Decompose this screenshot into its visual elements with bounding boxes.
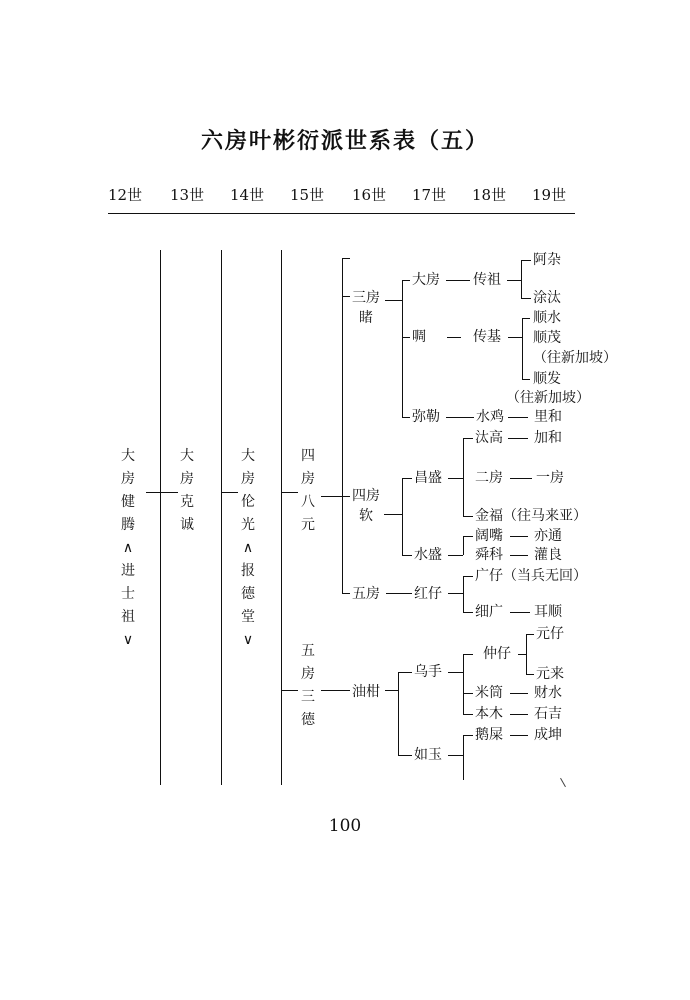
connector <box>463 576 473 577</box>
connector <box>448 755 463 756</box>
person-gen17-ruyu: 如玉 <box>414 747 442 763</box>
connector <box>526 634 534 635</box>
column-line-13-14 <box>221 250 222 785</box>
person-gen19-ajie: 阿杂 <box>533 252 561 268</box>
person-gen19-shunfa-note: （往新加坡） <box>506 390 590 406</box>
person-gen18-chuanji: 传基 <box>473 329 501 345</box>
person-gen18-erfang: 二房 <box>475 470 503 486</box>
person-gen16-sifang: 四房 <box>352 488 380 504</box>
connector <box>342 296 350 297</box>
person-gen18-heshi: 鹅屎 <box>475 727 503 743</box>
connector <box>521 260 531 261</box>
person-name: 大 房 克 诚 <box>180 448 194 533</box>
person-note: ∧ 报 德 堂 ∨ <box>241 540 255 648</box>
person-gen16-wufang: 五房 <box>352 586 380 602</box>
person-gen18-mitong: 米筒 <box>475 685 503 701</box>
connector <box>463 438 473 439</box>
connector <box>342 593 350 594</box>
bracket-gen18-wushou <box>463 654 464 714</box>
generation-header <box>108 184 578 206</box>
connector <box>321 496 342 497</box>
connector <box>448 555 463 556</box>
connector <box>321 690 350 691</box>
person-gen18-xiguang: 细广 <box>475 604 503 620</box>
person-gen19-jiahe: 加和 <box>534 430 562 446</box>
connector <box>448 672 463 673</box>
connector <box>281 690 298 691</box>
person-gen16-youdi: 油柑 <box>352 684 380 700</box>
person-gen16-sifang-sub: 软 <box>359 508 373 524</box>
connector <box>446 417 474 418</box>
person-gen17-hongzai: 红仔 <box>414 586 442 602</box>
connector <box>463 714 473 715</box>
bracket-gen19-chuanzu <box>521 260 522 298</box>
person-gen19-tutai: 涂汰 <box>533 290 561 306</box>
person-gen19-shunfa: 顺发 <box>533 371 561 387</box>
person-gen19-shunmao-note: （往新加坡） <box>533 350 617 366</box>
connector <box>385 300 402 301</box>
person-gen16-sanfang: 三房 <box>352 290 380 306</box>
person-note: ∧ 进 士 祖 ∨ <box>121 540 135 648</box>
connector <box>447 337 461 338</box>
person-name: 五 房 三 德 <box>301 643 315 728</box>
bracket-gen18-changsheng <box>463 438 464 516</box>
connector <box>510 693 528 694</box>
person-gen14-lunguang <box>239 445 257 652</box>
gen-label-13: 13世 <box>170 186 205 204</box>
person-gen19-chengkun: 成坤 <box>534 727 562 743</box>
connector <box>160 492 178 493</box>
bracket-gen19-chuanji <box>522 318 523 379</box>
connector <box>402 280 410 281</box>
connector <box>386 593 412 594</box>
connector <box>448 478 463 479</box>
person-gen18-jinfu: 金福（往马来亚） <box>475 508 587 524</box>
person-gen13-kecheng <box>178 445 196 537</box>
bracket-gen18-hongzai <box>463 576 464 612</box>
bracket-gen19-zhongzai <box>526 634 527 674</box>
connector <box>463 536 473 537</box>
bracket-gen16 <box>342 258 343 594</box>
connector <box>463 693 473 694</box>
connector <box>510 536 528 537</box>
person-name: 四 房 八 元 <box>301 448 315 533</box>
person-gen18-taigao: 汰高 <box>475 430 503 446</box>
bracket-gen17-sifang <box>402 478 403 555</box>
connector <box>446 280 470 281</box>
connector <box>402 555 412 556</box>
gen-label-16: 16世 <box>352 186 387 204</box>
person-gen19-yuanzai: 元仔 <box>536 626 564 642</box>
person-name: 大 房 健 腾 <box>121 448 135 533</box>
person-gen19-caishui: 财水 <box>534 685 562 701</box>
page-title: 六房叶彬衍派世系表（五） <box>200 128 489 154</box>
connector <box>398 755 412 756</box>
person-gen18-guangzai: 广仔（当兵无回） <box>475 568 587 584</box>
person-gen15-bayuan <box>299 445 317 537</box>
gen-label-17: 17世 <box>412 186 447 204</box>
connector <box>402 337 410 338</box>
header-rule <box>108 213 575 214</box>
person-gen19-yifang: 一房 <box>536 470 564 486</box>
connector <box>463 654 473 655</box>
connector <box>507 280 521 281</box>
column-line-14-15 <box>281 250 282 785</box>
connector <box>385 690 398 691</box>
person-gen17-wushou: 乌手 <box>414 664 442 680</box>
bracket-gen17-sanfang <box>402 280 403 417</box>
person-gen19-shunmao: 顺茂 <box>533 330 561 346</box>
connector <box>463 612 473 613</box>
gen-label-18: 18世 <box>472 186 507 204</box>
connector <box>510 555 528 556</box>
connector <box>448 593 463 594</box>
gen-label-14: 14世 <box>230 186 265 204</box>
person-gen17-tong: 啁 <box>412 329 426 345</box>
connector <box>510 735 528 736</box>
person-gen17-dafang: 大房 <box>412 272 440 288</box>
connector <box>522 379 530 380</box>
connector <box>463 735 473 736</box>
connector <box>522 318 530 319</box>
person-gen19-yuanlai: 元来 <box>536 666 564 682</box>
connector <box>402 417 410 418</box>
connector <box>526 674 534 675</box>
connector <box>146 492 160 493</box>
connector <box>508 337 522 338</box>
person-gen18-zhongzai: 仲仔 <box>483 646 511 662</box>
person-gen18-benmu: 本木 <box>475 706 503 722</box>
connector <box>510 478 532 479</box>
person-gen19-ershun: 耳顺 <box>534 604 562 620</box>
gen-label-15: 15世 <box>290 186 325 204</box>
connector <box>281 492 298 493</box>
connector <box>508 417 528 418</box>
connector <box>384 514 402 515</box>
person-gen18-shuiji: 水鸡 <box>476 409 504 425</box>
connector <box>398 672 412 673</box>
bracket-gen18-ruyu <box>463 735 464 780</box>
person-gen19-lihe: 里和 <box>534 409 562 425</box>
person-gen18-kuochun: 阔嘴 <box>475 528 503 544</box>
connector <box>510 612 530 613</box>
person-gen18-chuanzu: 传祖 <box>473 272 501 288</box>
bracket-gen17-youdi <box>398 672 399 755</box>
person-gen17-mile: 弥勒 <box>412 409 440 425</box>
page-number: 100 <box>328 816 362 836</box>
person-gen18-shunke: 舜科 <box>475 547 503 563</box>
person-gen19-jiatong: 亦通 <box>534 528 562 544</box>
connector <box>221 492 238 493</box>
person-gen19-shunshui: 顺水 <box>533 310 561 326</box>
scan-mark <box>560 778 566 787</box>
connector <box>518 654 526 655</box>
person-gen19-guanliang: 灌良 <box>534 547 562 563</box>
person-gen19-shiji: 石吉 <box>534 706 562 722</box>
connector <box>521 298 531 299</box>
connector <box>342 496 350 497</box>
person-name: 大 房 伦 光 <box>241 448 255 533</box>
connector <box>342 258 350 259</box>
gen-label-19: 19世 <box>532 186 567 204</box>
gen-label-12: 12世 <box>108 186 143 204</box>
person-gen17-changsheng: 昌盛 <box>414 470 442 486</box>
connector <box>510 714 528 715</box>
person-gen12-jianteng <box>119 445 137 652</box>
connector <box>508 438 528 439</box>
person-gen15-sande <box>299 640 317 732</box>
bracket-gen18-shuisheng <box>463 536 464 555</box>
connector <box>463 516 473 517</box>
connector <box>402 478 412 479</box>
column-line-12-13 <box>160 250 161 785</box>
person-gen17-shuisheng: 水盛 <box>414 547 442 563</box>
person-gen16-sanfang-sub: 睹 <box>359 310 373 326</box>
